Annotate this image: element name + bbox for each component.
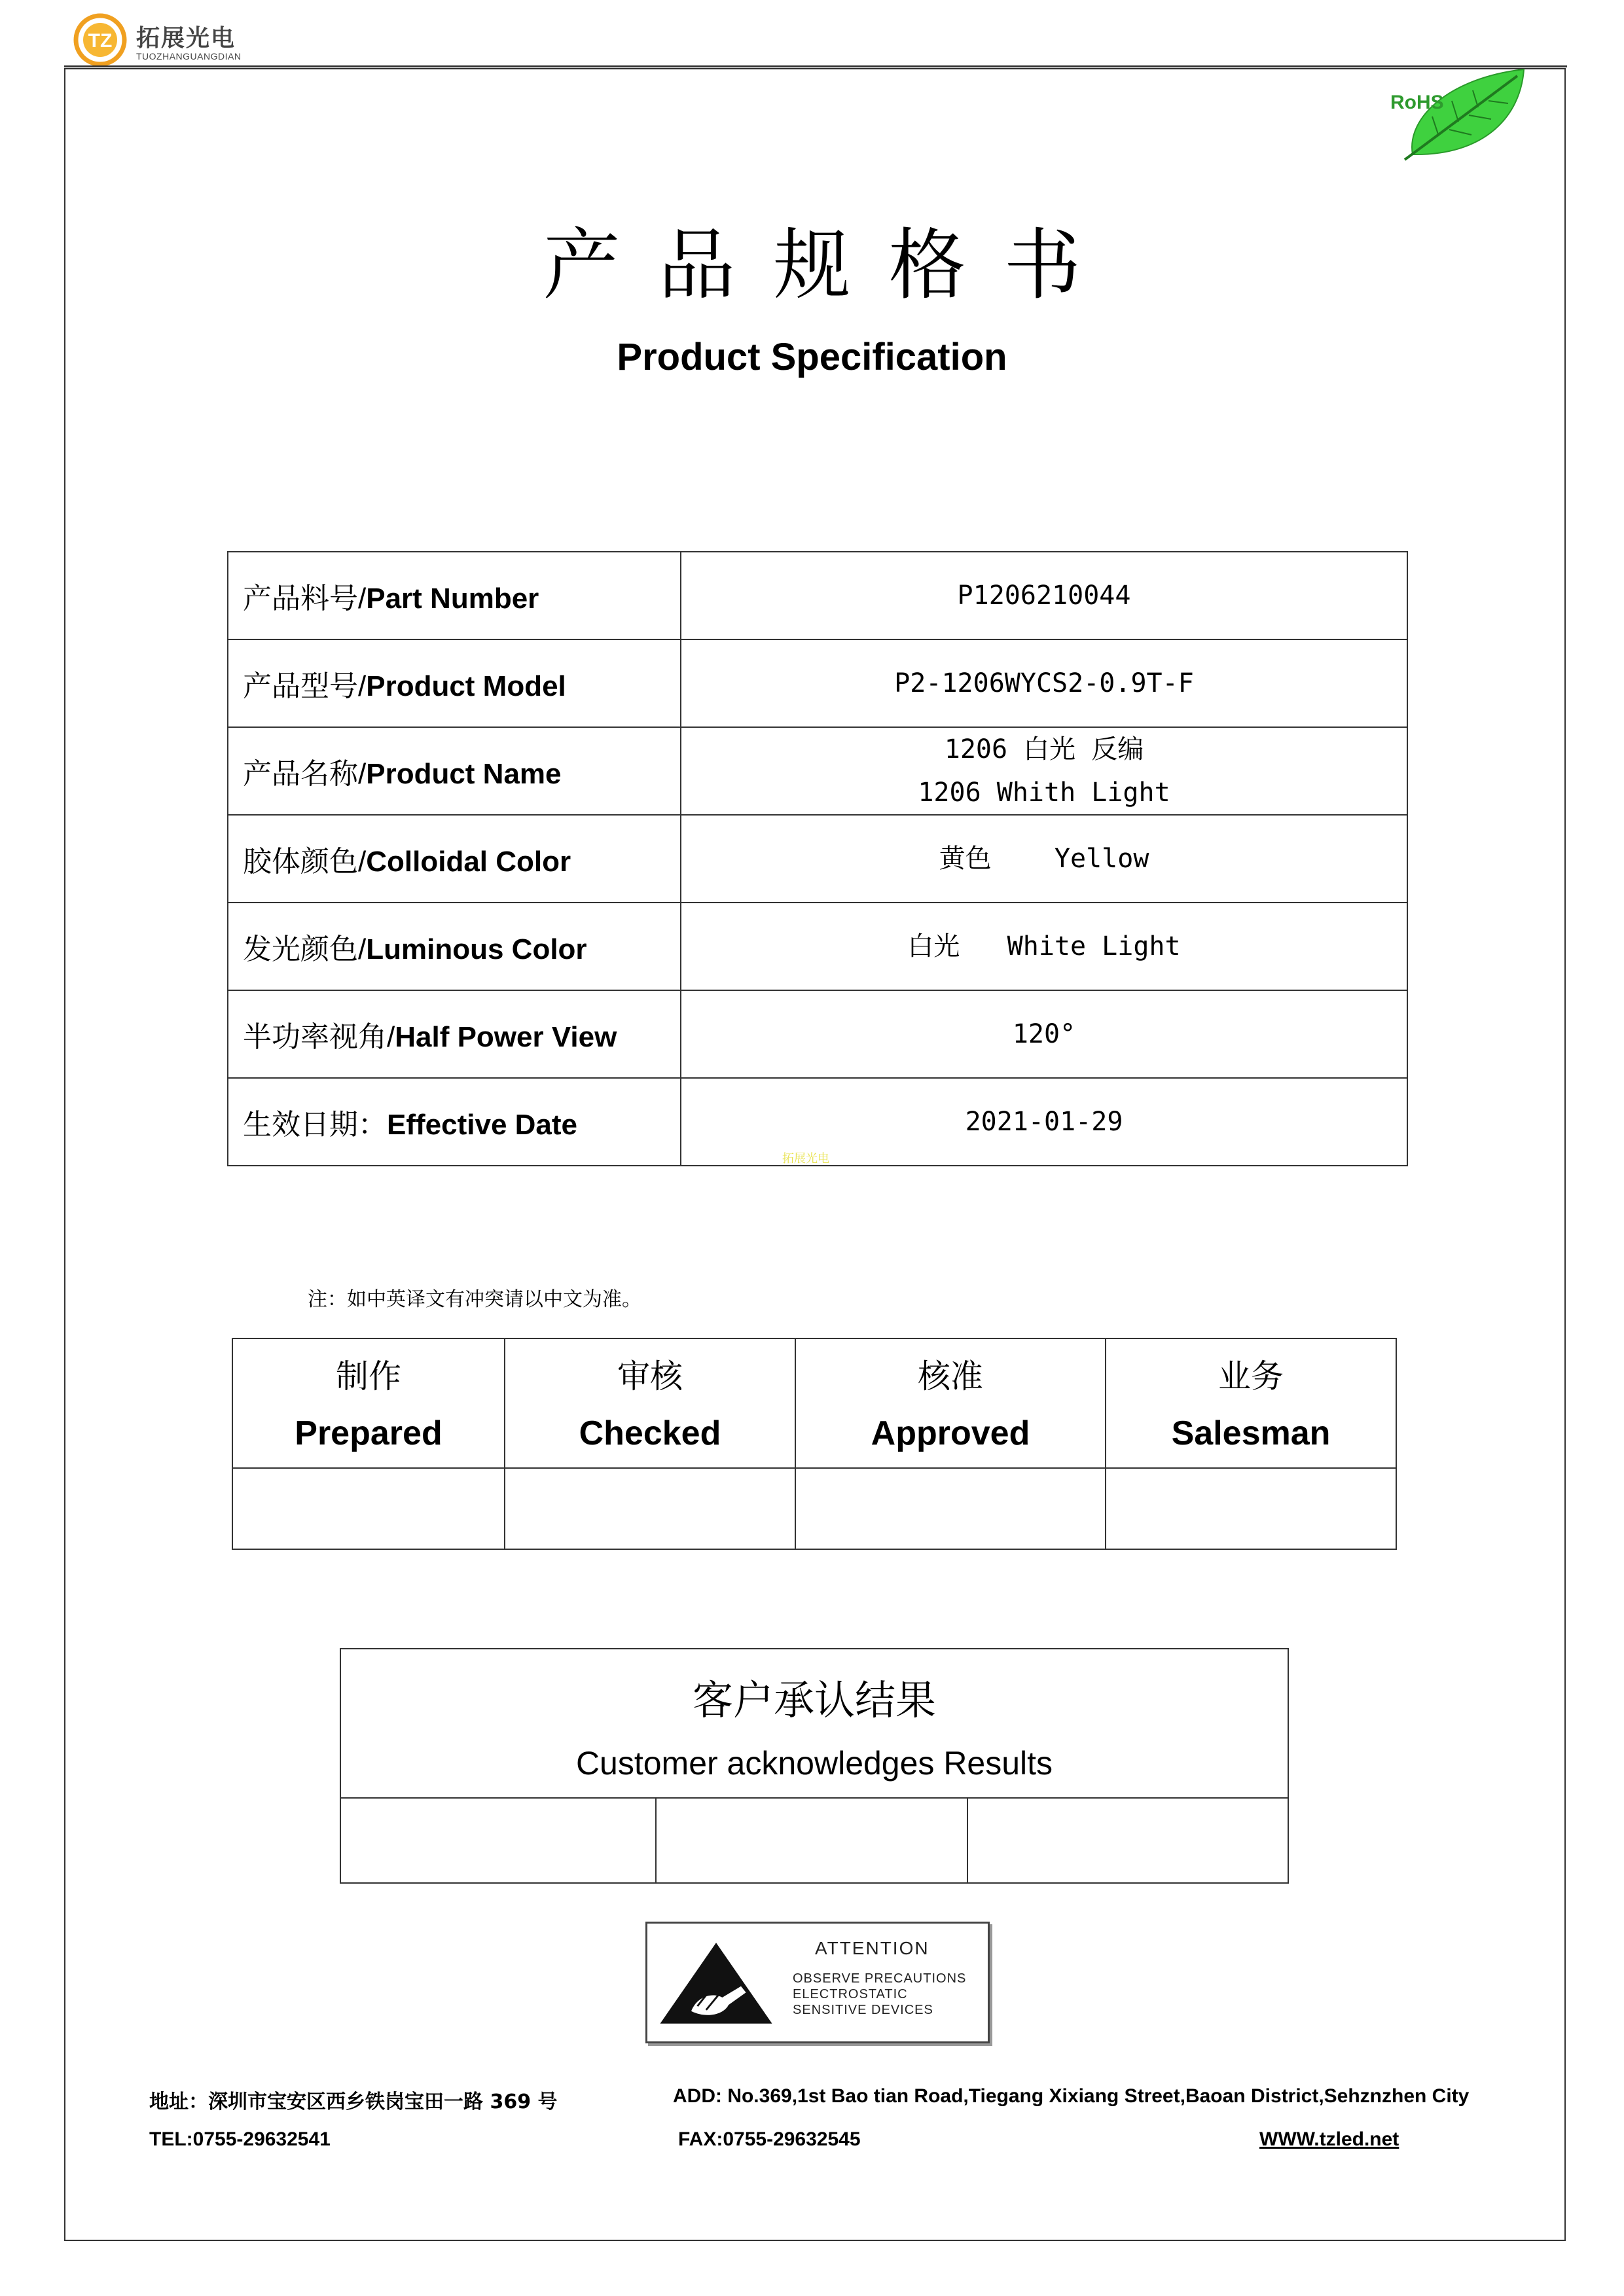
approval-label-en: Checked bbox=[579, 1414, 721, 1452]
spec-label-cn: 生效日期： bbox=[243, 1109, 387, 1141]
customer-ack-field[interactable] bbox=[656, 1798, 967, 1883]
customer-ack-table bbox=[340, 1648, 1289, 1884]
spec-table bbox=[227, 551, 1408, 1166]
approval-cell-approved bbox=[795, 1338, 1106, 1468]
approval-label-cn: 核准 bbox=[918, 1357, 983, 1395]
spec-value bbox=[681, 727, 1407, 815]
signature-field-checked[interactable] bbox=[505, 1468, 795, 1549]
spec-label bbox=[228, 903, 681, 990]
spec-row bbox=[228, 639, 1407, 727]
approval-label-cn: 审核 bbox=[617, 1357, 683, 1395]
spec-label bbox=[228, 727, 681, 815]
address-en: ADD: No.369,1st Bao tian Road,Tiegang Xixiang Street,Baoan District,Sehznzhen City bbox=[673, 2085, 1470, 2107]
esd-line: ELECTROSTATIC bbox=[793, 1987, 908, 2001]
website-link[interactable]: WWW.tzled.net bbox=[1259, 2128, 1399, 2150]
spec-row bbox=[228, 903, 1407, 990]
address-cn: 地址：深圳市宝安区西乡铁岗宝田一路 369 号 bbox=[149, 2090, 558, 2113]
spec-label-en: Colloidal Color bbox=[366, 846, 571, 878]
esd-line: SENSITIVE DEVICES bbox=[793, 2003, 933, 2017]
spec-label bbox=[228, 990, 681, 1078]
spec-value bbox=[681, 639, 1407, 727]
spec-value-line: 2021-01-29 bbox=[965, 1107, 1123, 1137]
esd-line: OBSERVE PRECAUTIONS bbox=[793, 1971, 967, 1986]
translation-note: 注：如中英译文有冲突请以中文为准。 bbox=[308, 1288, 641, 1311]
approval-label-en: Prepared bbox=[295, 1414, 442, 1452]
document-title-en: Product Specification bbox=[617, 336, 1007, 378]
spec-label-cn: 半功率视角/ bbox=[243, 1021, 395, 1053]
spec-label bbox=[228, 639, 681, 727]
watermark: 拓展光电 bbox=[782, 1152, 829, 1165]
spec-value-line: 120° bbox=[1012, 1019, 1076, 1049]
spec-value-line: 1206 Whith Light bbox=[918, 778, 1170, 808]
approval-label-en: Approved bbox=[871, 1414, 1030, 1452]
customer-ack-field[interactable] bbox=[340, 1798, 656, 1883]
signature-field-prepared[interactable] bbox=[232, 1468, 505, 1549]
spec-label-en: Half Power View bbox=[395, 1021, 617, 1053]
esd-attention-label bbox=[645, 1922, 990, 2043]
brand-name-cn: 拓展光电 bbox=[136, 24, 236, 51]
signature-field-salesman[interactable] bbox=[1106, 1468, 1396, 1549]
spec-value bbox=[681, 815, 1407, 903]
spec-label-en: Product Name bbox=[366, 758, 562, 790]
spec-label-cn: 产品型号/ bbox=[243, 670, 367, 702]
fax-number: FAX:0755-29632545 bbox=[678, 2128, 861, 2150]
approval-cell-checked bbox=[505, 1338, 795, 1468]
logo-mark-text: TZ bbox=[88, 30, 113, 52]
spec-value-line: 白光 White Light bbox=[907, 931, 1181, 961]
spec-value bbox=[681, 552, 1407, 639]
spec-value-line: 1206 白光 反编 bbox=[944, 734, 1144, 764]
approval-label-en: Salesman bbox=[1171, 1414, 1331, 1452]
rohs-badge bbox=[1386, 64, 1533, 162]
spec-label-en: Part Number bbox=[366, 583, 539, 615]
phone-number: TEL:0755-29632541 bbox=[149, 2128, 331, 2150]
brand-name-en: TUOZHANGUANGDIAN bbox=[136, 51, 242, 62]
spec-row bbox=[228, 552, 1407, 639]
header-rule bbox=[64, 65, 1567, 67]
esd-text bbox=[793, 1971, 966, 2018]
approval-table bbox=[232, 1338, 1397, 1550]
document-title-cn: 产品规格书 bbox=[543, 220, 1119, 310]
customer-ack-header bbox=[340, 1649, 1288, 1798]
spec-value-line: P1206210044 bbox=[957, 581, 1131, 611]
spec-row bbox=[228, 990, 1407, 1078]
company-logo-icon bbox=[73, 13, 127, 67]
esd-warning-icon bbox=[654, 1935, 778, 2031]
esd-title: ATTENTION bbox=[815, 1938, 929, 1958]
spec-label-en: Luminous Color bbox=[366, 933, 587, 965]
spec-row bbox=[228, 815, 1407, 903]
spec-label bbox=[228, 552, 681, 639]
approval-cell-salesman bbox=[1106, 1338, 1396, 1468]
spec-row bbox=[228, 727, 1407, 815]
approval-label-cn: 业务 bbox=[1218, 1357, 1284, 1395]
spec-label-en: Product Model bbox=[366, 670, 566, 702]
approval-cell-prepared bbox=[232, 1338, 505, 1468]
spec-label-cn: 胶体颜色/ bbox=[243, 846, 367, 878]
spec-label-cn: 发光颜色/ bbox=[243, 933, 367, 965]
customer-ack-title-cn: 客户承认结果 bbox=[692, 1676, 936, 1724]
spec-label bbox=[228, 1078, 681, 1166]
customer-ack-field[interactable] bbox=[967, 1798, 1288, 1883]
spec-label-en: Effective Date bbox=[387, 1109, 578, 1141]
rohs-label: RoHS bbox=[1390, 92, 1444, 113]
spec-value-line: 黄色 Yellow bbox=[939, 844, 1149, 874]
spec-label-cn: 产品料号/ bbox=[243, 583, 367, 615]
company-logo bbox=[73, 10, 270, 67]
spec-label bbox=[228, 815, 681, 903]
spec-value-line: P2-1206WYCS2-0.9T-F bbox=[894, 668, 1194, 698]
spec-label-cn: 产品名称/ bbox=[243, 758, 367, 790]
spec-value bbox=[681, 990, 1407, 1078]
spec-value bbox=[681, 903, 1407, 990]
signature-field-approved[interactable] bbox=[795, 1468, 1106, 1549]
customer-ack-title-en: Customer acknowledges Results bbox=[575, 1744, 1053, 1782]
approval-label-cn: 制作 bbox=[336, 1357, 401, 1395]
